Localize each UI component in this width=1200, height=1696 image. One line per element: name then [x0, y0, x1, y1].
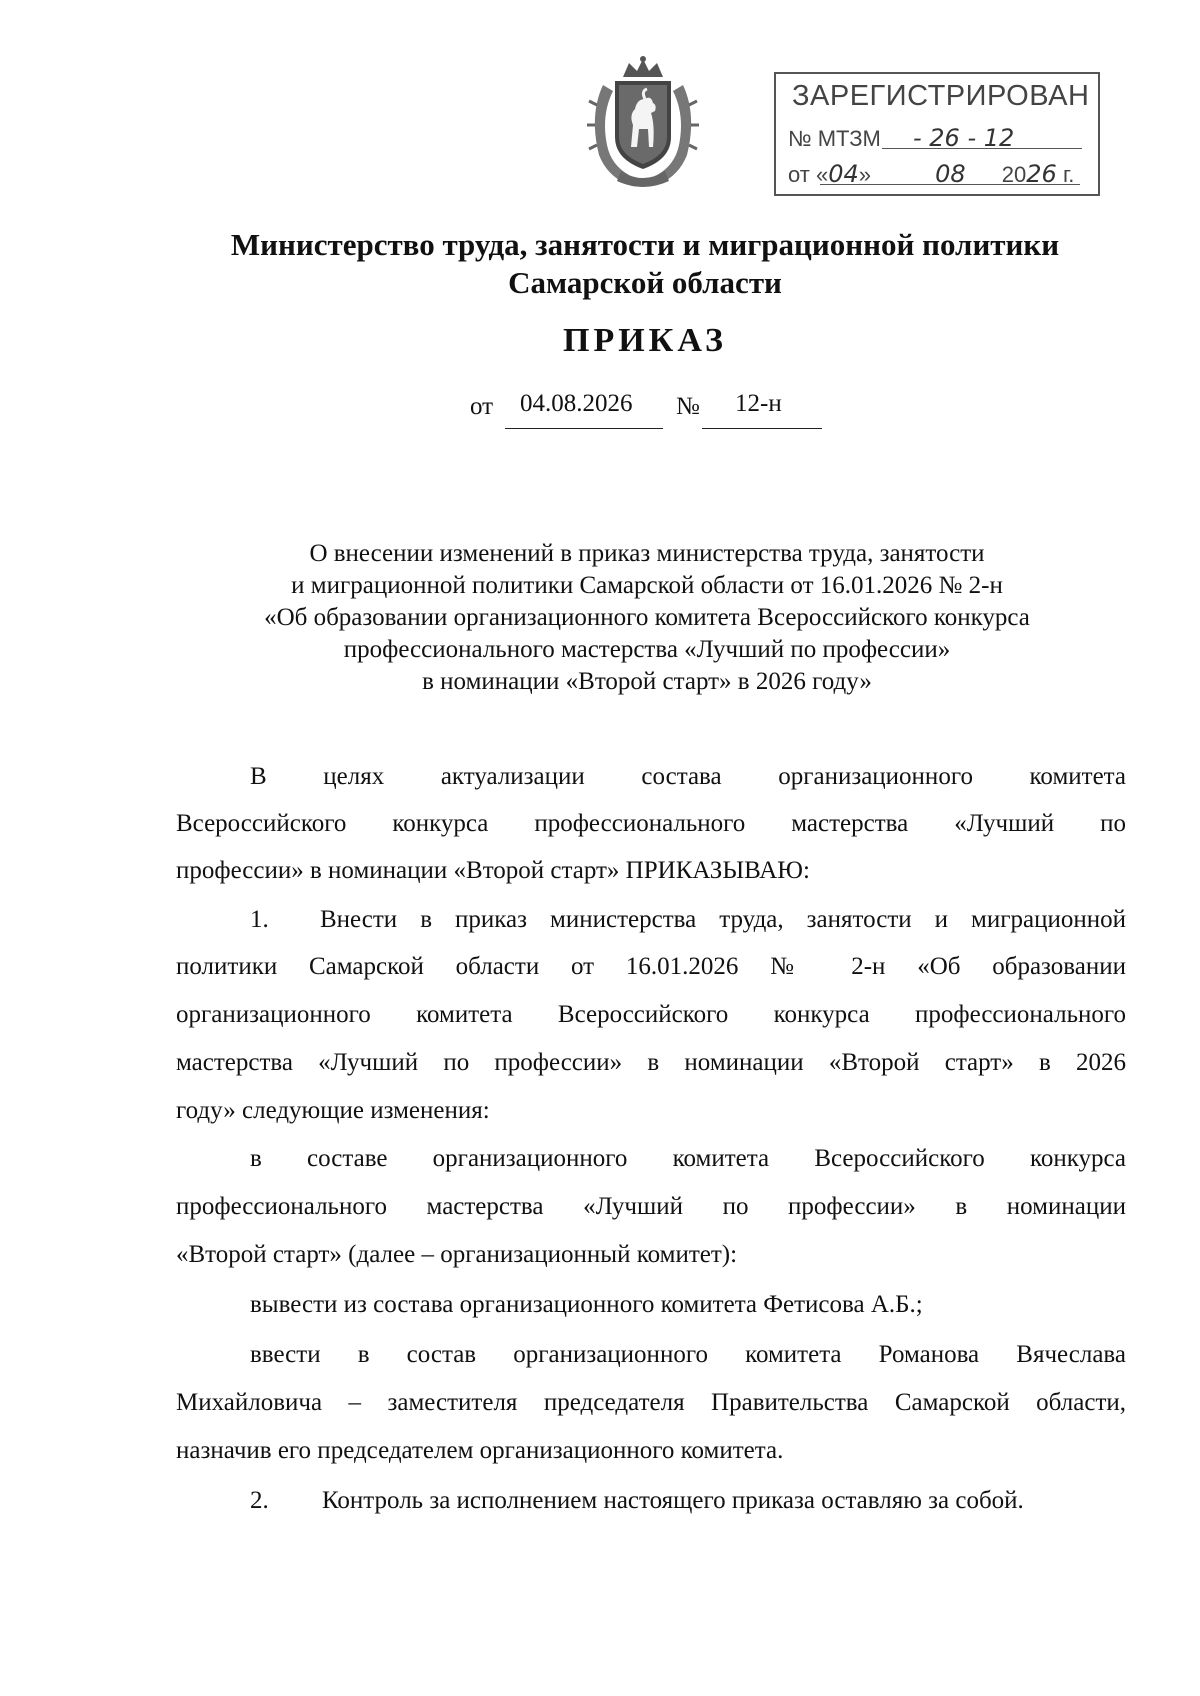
- body-line: профессионального мастерства «Лучший по профессии» в номинации: [176, 1193, 1126, 1220]
- body-line: организационного комитета Всероссийского конкурса профессионального: [176, 1001, 1126, 1028]
- item2-text: Контроль за исполнением настоящего приказа оставляю за собой.: [322, 1487, 1024, 1514]
- body-line: вывести из состава организационного комитета Фетисова А.Б.;: [250, 1291, 923, 1318]
- body-line: политики Самарской области от 16.01.2026 № 2-н «Об образовании: [176, 953, 1126, 980]
- stamp-number-prefix: № МТЗМ: [788, 126, 881, 151]
- stamp-date-prefix: от «: [788, 162, 829, 187]
- ministry-name: [0, 226, 1200, 302]
- body-line: Михайловича – заместителя председателя Правительства Самарской области,: [176, 1389, 1126, 1416]
- stamp-number-underline: [882, 148, 1082, 149]
- order-subject: [150, 538, 1144, 698]
- subject-line: «Об образовании организационного комитета Всероссийского конкурса: [264, 604, 1030, 631]
- subject-line: и миграционной политики Самарской области от 16.01.2026 № 2-н: [291, 572, 1003, 599]
- order-date: 04.08.2026: [520, 390, 633, 417]
- item2-number: 2.: [250, 1487, 269, 1514]
- subject-line: в номинации «Второй старт» в 2026 году»: [422, 668, 872, 695]
- number-label: №: [676, 393, 700, 420]
- stamp-date-underline: [820, 184, 1080, 185]
- stamp-date-day: 04: [828, 160, 859, 188]
- item1-first-line: [176, 903, 1126, 937]
- subject-line: О внесении изменений в приказ министерства труда, занятости: [309, 540, 985, 567]
- item1-text: Внести в приказ министерства труда, занятости и миграционной: [320, 906, 1126, 933]
- stamp-date-year-prefix: 20: [1001, 162, 1027, 187]
- body-line: профессии» в номинации «Второй старт» ПРИКАЗЫВАЮ:: [176, 857, 810, 884]
- registration-stamp: [774, 72, 1100, 196]
- document-type-title: ПРИКАЗ: [563, 322, 727, 359]
- ministry-name-line1: Министерство труда, занятости и миграционной политики: [230, 227, 1060, 262]
- order-number: 12-н: [735, 390, 782, 417]
- item1-number: 1.: [250, 906, 269, 933]
- ministry-name-line2: Самарской области: [508, 265, 782, 300]
- subject-line: профессионального мастерства «Лучший по профессии»: [343, 636, 951, 663]
- date-label: от: [470, 393, 494, 420]
- body-line: В целях актуализации состава организационного комитета: [250, 763, 1126, 790]
- stamp-date-year: 26: [1026, 160, 1057, 188]
- body-line: «Второй старт» (далее – организационный комитет):: [176, 1241, 738, 1268]
- body-line: году» следующие изменения:: [176, 1097, 490, 1124]
- stamp-date-suffix: г.: [1062, 162, 1075, 187]
- body-line: ввести в состав организационного комитета Романова Вячеслава: [250, 1341, 1126, 1368]
- stamp-date-mid: »: [858, 162, 871, 187]
- order-date-underline: [505, 428, 663, 429]
- body-line: Всероссийского конкурса профессионального мастерства «Лучший по: [176, 810, 1126, 837]
- order-number-underline: [702, 428, 822, 429]
- stamp-title: ЗАРЕГИСТРИРОВАН: [792, 80, 1090, 112]
- body-line: назначив его председателем организационного комитета.: [176, 1437, 784, 1464]
- stamp-date-month: 08: [935, 160, 966, 188]
- coat-of-arms-emblem: [585, 55, 701, 190]
- stamp-number-handwritten: - 26 - 12: [912, 124, 1015, 152]
- body-line: мастерства «Лучший по профессии» в номинации «Второй старт» в 2026: [176, 1049, 1126, 1076]
- body-line: в составе организационного комитета Всероссийского конкурса: [250, 1145, 1126, 1172]
